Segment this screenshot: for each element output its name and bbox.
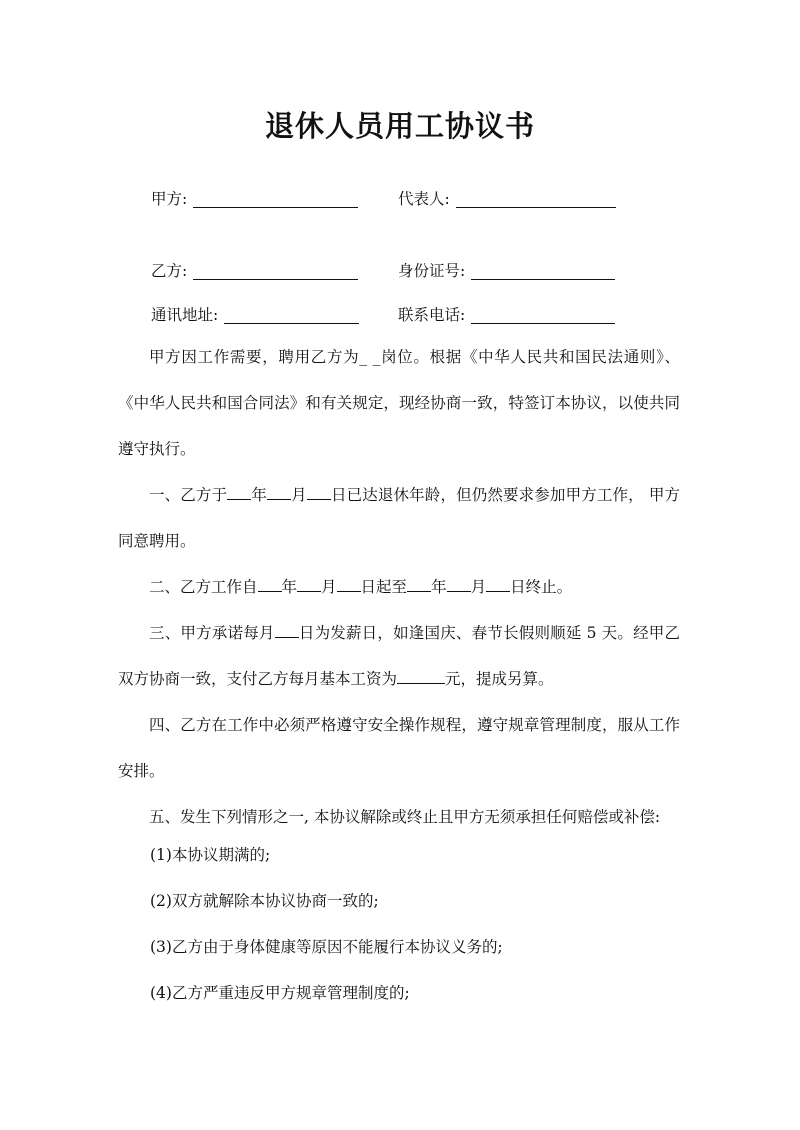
day-blank[interactable] bbox=[307, 485, 331, 500]
party-b-field bbox=[151, 259, 358, 283]
id-number-label: 身份证号: bbox=[398, 262, 466, 280]
party-b-blank[interactable] bbox=[193, 261, 358, 280]
id-number-blank[interactable] bbox=[471, 261, 615, 280]
clause-2-month-a: 月 bbox=[321, 578, 337, 596]
address-label: 通讯地址: bbox=[151, 306, 219, 324]
clause-2-text-c: 日终止。 bbox=[510, 578, 573, 596]
party-b-label: 乙方: bbox=[151, 262, 188, 280]
clause-1-text-b: 日已达退休年龄，但仍然要求参加甲方工作， 甲方同意聘用。 bbox=[118, 486, 680, 550]
start-year-blank[interactable] bbox=[258, 577, 282, 592]
clause-1-text-a: 一、乙方于 bbox=[149, 486, 228, 504]
id-number-field bbox=[398, 259, 615, 283]
end-month-blank[interactable] bbox=[447, 577, 471, 592]
list-item: (4)乙方严重违反甲方规章管理制度的; bbox=[150, 984, 410, 1002]
clause-3-text-b: 日为发薪日，如逢国庆、春节长假则顺延 5 天。经甲乙双方协商一致，支付乙方每月基本工资为 bbox=[118, 624, 680, 688]
address-field bbox=[151, 303, 359, 327]
list-item: (3)乙方由于身体健康等原因不能履行本协议义务的; bbox=[150, 938, 503, 956]
party-a-field bbox=[151, 187, 358, 211]
clause-2-year-b: 年 bbox=[431, 578, 447, 596]
clause-1 bbox=[118, 472, 680, 564]
phone-blank[interactable] bbox=[471, 305, 615, 324]
payday-blank[interactable] bbox=[275, 623, 299, 638]
clause-2-year-a: 年 bbox=[281, 578, 298, 596]
party-a-label: 甲方: bbox=[151, 190, 188, 208]
address-blank[interactable] bbox=[224, 305, 359, 324]
list-item: (1)本协议期满的; bbox=[150, 846, 271, 864]
address-row bbox=[151, 303, 651, 327]
clause-1-year: 年 bbox=[251, 486, 268, 504]
clause-2-text-b: 日起至 bbox=[360, 578, 408, 596]
clause-3 bbox=[118, 610, 680, 702]
start-month-blank[interactable] bbox=[297, 577, 321, 592]
document-title: 退休人员用工协议书 bbox=[264, 109, 535, 143]
clause-2 bbox=[118, 564, 680, 610]
salary-blank[interactable] bbox=[397, 669, 445, 684]
clause-4: 四、乙方在工作中必须严格遵守安全操作规程，遵守规章管理制度，服从工作安排。 bbox=[118, 716, 680, 780]
clause-1-month: 月 bbox=[291, 486, 307, 504]
clause-3-text-c: 元，提成另算。 bbox=[445, 670, 554, 688]
month-blank[interactable] bbox=[267, 485, 291, 500]
clause-5: 五、发生下列情形之一, 本协议解除或终止且甲方无须承担任何赔偿或补偿: bbox=[149, 808, 661, 826]
start-day-blank[interactable] bbox=[337, 577, 361, 592]
clause-2-month-b: 月 bbox=[470, 578, 487, 596]
phone-field bbox=[398, 303, 615, 327]
year-blank[interactable] bbox=[227, 485, 251, 500]
representative-label: 代表人: bbox=[398, 190, 450, 208]
representative-blank[interactable] bbox=[456, 189, 616, 208]
party-a-blank[interactable] bbox=[193, 189, 358, 208]
clause-2-text-a: 二、乙方工作自 bbox=[149, 578, 258, 596]
party-b-row bbox=[151, 259, 651, 283]
representative-field bbox=[398, 187, 616, 211]
party-a-row bbox=[151, 187, 651, 211]
clause-3-text-a: 三、甲方承诺每月 bbox=[149, 624, 275, 642]
list-item: (2)双方就解除本协议协商一致的; bbox=[150, 892, 379, 910]
intro-paragraph: 甲方因工作需要，聘用乙方为_ _岗位。根据《中华人民共和国民法通则》、《中华人民共和国合同法》和有关规定，现经协商一致，特签订本协议，以使共同遵守执行。 bbox=[118, 348, 680, 458]
end-day-blank[interactable] bbox=[486, 577, 510, 592]
phone-label: 联系电话: bbox=[398, 306, 466, 324]
end-year-blank[interactable] bbox=[407, 577, 431, 592]
